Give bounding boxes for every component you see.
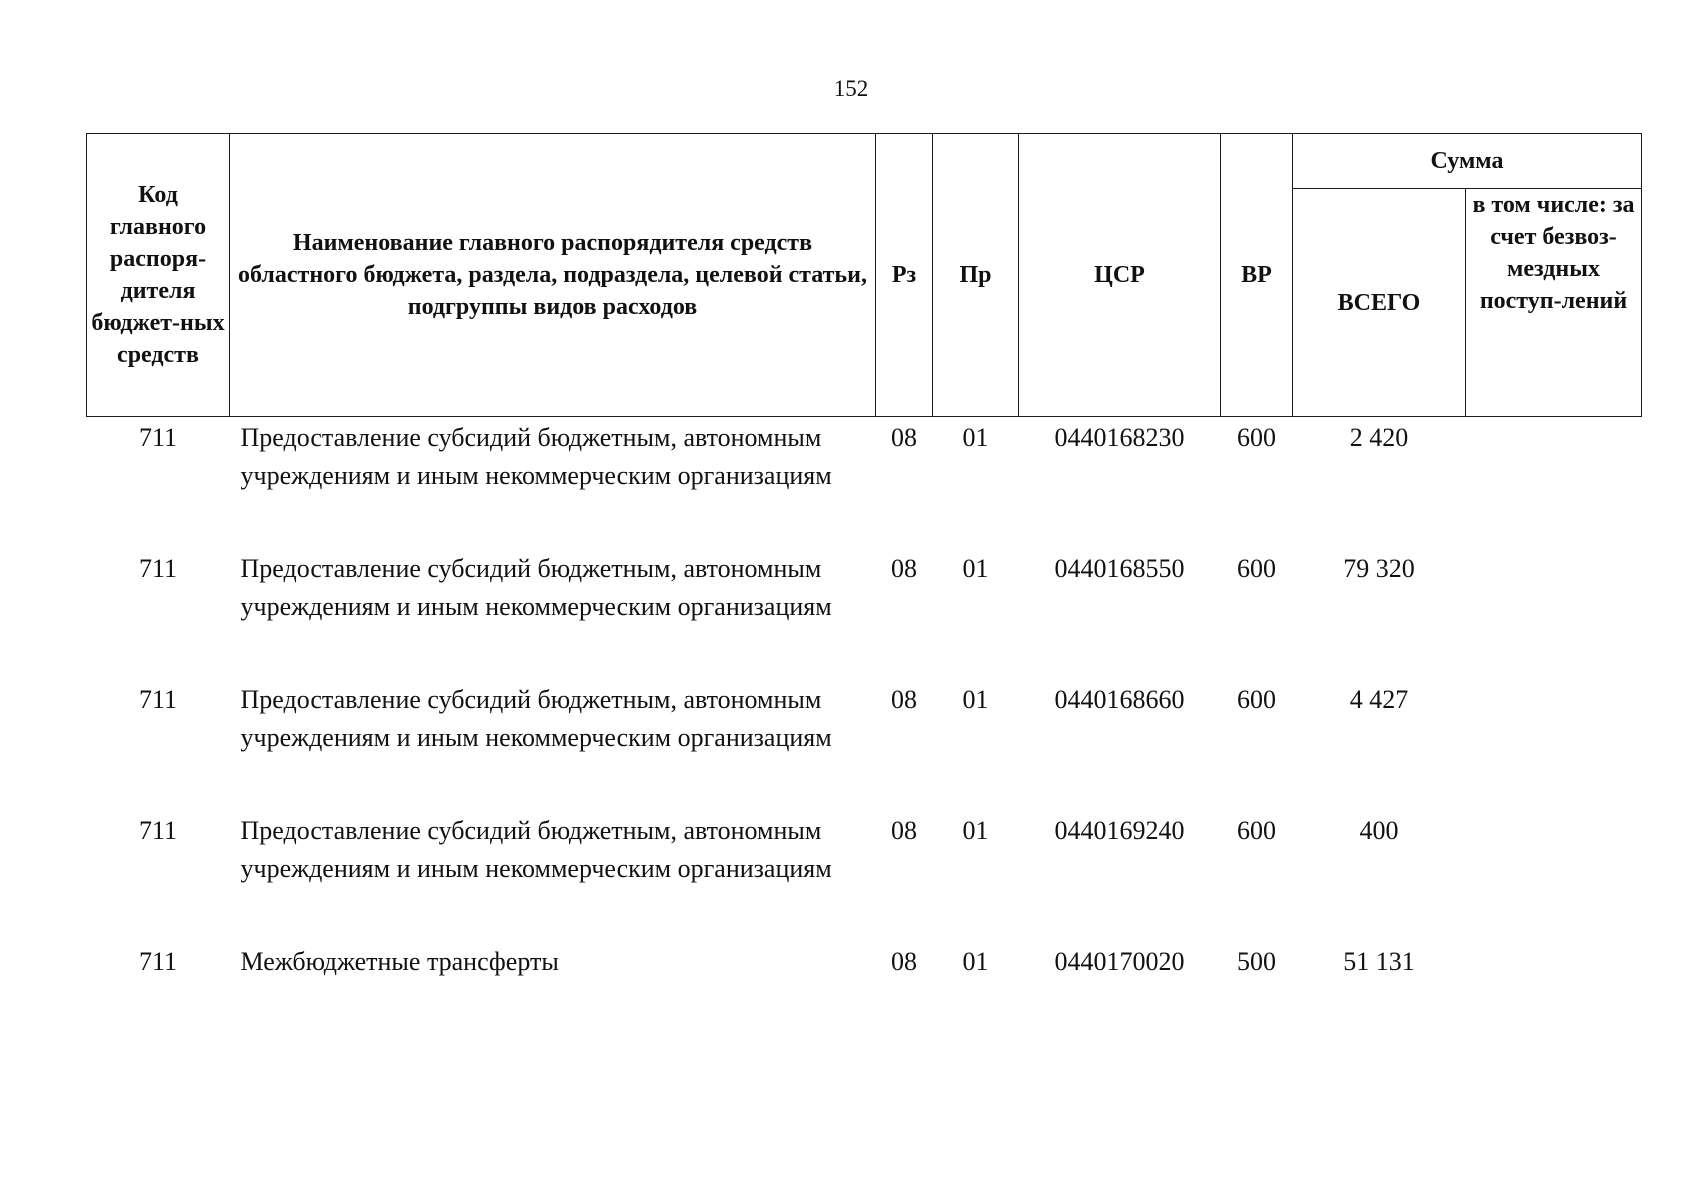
cell-csr: 0440170020 xyxy=(1054,947,1185,976)
cell-free xyxy=(1466,812,1642,943)
header-vr: ВР xyxy=(1221,134,1293,417)
cell-free xyxy=(1466,417,1642,551)
cell-code: 711 xyxy=(138,947,178,976)
cell-vr: 500 xyxy=(1237,947,1276,976)
cell-total: 400 xyxy=(1359,816,1399,845)
cell-pr: 01 xyxy=(962,816,989,845)
cell-rz: 08 xyxy=(891,947,917,976)
cell-name: Предоставление субсидий бюджетным, автономным учреждениям и иным некоммерческим организациям xyxy=(240,554,832,621)
cell-csr: 0440168550 xyxy=(1054,554,1185,583)
cell-csr: 0440168230 xyxy=(1054,423,1185,452)
table-row xyxy=(87,550,1642,681)
header-code: Код главного распоря-дителя бюджет-ных средств xyxy=(87,134,230,417)
header-csr: ЦСР xyxy=(1019,134,1221,417)
cell-code: 711 xyxy=(138,554,178,583)
cell-pr: 01 xyxy=(962,423,989,452)
cell-code: 711 xyxy=(138,685,178,714)
header-free: в том числе: за счет безвоз-мездных поступ-лений xyxy=(1466,189,1642,417)
cell-name: Предоставление субсидий бюджетным, автономным учреждениям и иным некоммерческим организациям xyxy=(240,685,832,752)
cell-pr: 01 xyxy=(962,947,989,976)
cell-rz: 08 xyxy=(891,423,917,452)
cell-csr: 0440169240 xyxy=(1054,816,1185,845)
cell-total: 2 420 xyxy=(1349,423,1409,452)
header-sum: Сумма xyxy=(1293,134,1642,189)
cell-name: Предоставление субсидий бюджетным, автономным учреждениям и иным некоммерческим организациям xyxy=(240,816,832,883)
table-row xyxy=(87,943,1642,1003)
page-number: 152 xyxy=(833,76,869,101)
table-row xyxy=(87,417,1642,551)
cell-rz: 08 xyxy=(891,554,917,583)
table-row xyxy=(87,812,1642,943)
header-pr: Пр xyxy=(933,134,1019,417)
cell-free xyxy=(1466,943,1642,1003)
cell-free xyxy=(1466,681,1642,812)
header-name: Наименование главного распорядителя средств областного бюджета, раздела, подраздела, целевой статьи, подгруппы видов расходов xyxy=(230,134,876,417)
cell-pr: 01 xyxy=(962,685,989,714)
cell-code: 711 xyxy=(138,816,178,845)
table-header xyxy=(87,134,1642,417)
cell-total: 51 131 xyxy=(1343,947,1415,976)
budget-table xyxy=(86,133,1642,1003)
cell-vr: 600 xyxy=(1237,554,1276,583)
cell-pr: 01 xyxy=(962,554,989,583)
cell-vr: 600 xyxy=(1237,685,1276,714)
table-row xyxy=(87,681,1642,812)
cell-csr: 0440168660 xyxy=(1054,685,1185,714)
cell-rz: 08 xyxy=(891,816,917,845)
cell-code: 711 xyxy=(138,423,178,452)
cell-name: Предоставление субсидий бюджетным, автономным учреждениям и иным некоммерческим организациям xyxy=(240,423,832,490)
cell-vr: 600 xyxy=(1237,423,1276,452)
cell-rz: 08 xyxy=(891,685,917,714)
header-total: ВСЕГО xyxy=(1293,189,1466,417)
cell-total: 4 427 xyxy=(1349,685,1409,714)
header-rz: Рз xyxy=(876,134,933,417)
cell-vr: 600 xyxy=(1237,816,1276,845)
table-body xyxy=(87,417,1642,1004)
cell-free xyxy=(1466,550,1642,681)
cell-total: 79 320 xyxy=(1343,554,1415,583)
cell-name: Межбюджетные трансферты xyxy=(240,947,559,976)
